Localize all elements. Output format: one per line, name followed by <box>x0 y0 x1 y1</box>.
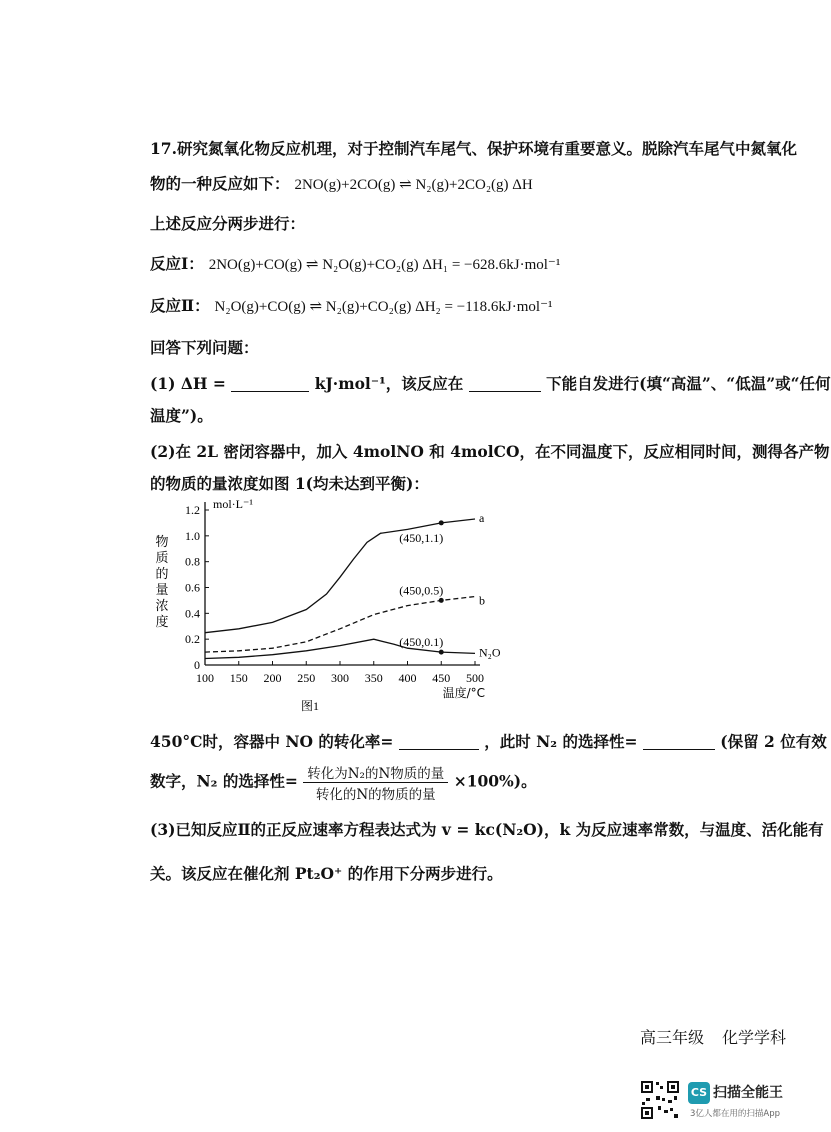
y-tick-label: 1.2 <box>185 503 200 517</box>
question-intro-line-2 <box>150 172 533 194</box>
y-axis-label-char: 的 <box>155 567 169 582</box>
question-2-line-2: 的物质的量浓度如图 1(均未达到平衡)： <box>150 474 429 493</box>
series-label: a <box>479 511 485 526</box>
answer-blank-selectivity[interactable] <box>643 733 715 750</box>
q2-part-c2: ，此时 N₂ 的选择性= <box>484 732 638 751</box>
data-point-label: (450,0.5) <box>399 583 444 598</box>
fraction-numerator: 转化为N₂的N物质的量 <box>303 762 448 783</box>
main-equation: 2NO(g)+2CO(g) ⇌ N₂(g)+2CO₂(g) ΔH <box>294 177 533 193</box>
y-tick-label: 0 <box>194 658 200 672</box>
scanner-title: 扫描全能王 <box>713 1085 783 1101</box>
x-tick-label: 500 <box>466 671 484 685</box>
x-tick-label: 450 <box>432 671 451 685</box>
q1-part-b: kJ·mol⁻¹，该反应在 <box>314 374 464 393</box>
reaction-2-label: 反应Ⅱ： <box>150 296 210 315</box>
y-axis-label-char: 质 <box>155 551 169 566</box>
series-label: b <box>479 593 485 608</box>
y-tick-label: 1.0 <box>185 528 200 543</box>
x-tick-label: 200 <box>263 671 282 685</box>
y-unit-label: mol·L⁻¹ <box>213 497 253 511</box>
x-tick-label: 150 <box>229 671 248 685</box>
steps-intro: 上述反应分两步进行： <box>150 214 306 233</box>
q2-part-d2: ×100%)。 <box>453 771 537 791</box>
reaction-2 <box>150 294 552 316</box>
question-1-line-2: 温度”)。 <box>150 406 213 425</box>
data-point-marker <box>439 598 444 603</box>
q2-part-c1: 450°C时，容器中 NO 的转化率= <box>150 732 394 751</box>
y-axis-label-char: 物 <box>155 535 169 550</box>
question-2-line-4 <box>150 762 537 803</box>
y-tick-label: 0.8 <box>185 554 200 569</box>
q1-part-c: 下能自发进行(填“高温”、“低温”或“任何 <box>546 374 831 393</box>
y-tick-label: 0.4 <box>185 606 200 621</box>
question-3-line-1: (3)已知反应Ⅱ的正反应速率方程表达式为 v = kc(N₂O)，k 为反应速率常数，与温度、活化能有 <box>150 820 824 839</box>
reaction-1-label: 反应Ⅰ： <box>150 254 204 273</box>
reaction-1 <box>150 252 560 274</box>
data-point-label: (450,1.1) <box>399 530 444 545</box>
question-2-line-3 <box>150 730 827 752</box>
q2-part-c3: (保留 2 位有效 <box>720 732 827 751</box>
series-label: N₂O <box>479 645 501 660</box>
data-point-label: (450,0.1) <box>399 635 444 650</box>
answer-blank-delta-h[interactable] <box>231 375 309 392</box>
x-tick-label: 300 <box>331 671 349 685</box>
x-tick-label: 350 <box>364 671 383 685</box>
answer-intro: 回答下列问题： <box>150 338 259 357</box>
y-tick-label: 0.6 <box>185 580 200 595</box>
fraction-denominator: 转化的N的物质的量 <box>315 787 436 803</box>
x-tick-label: 400 <box>398 671 417 685</box>
question-intro-line-1: 17.研究氮氧化物反应机理，对于控制汽车尾气、保护环境有重要意义。脱除汽车尾气中氮氧化 <box>150 139 797 158</box>
answer-blank-conversion[interactable] <box>399 733 479 750</box>
data-point-marker <box>439 520 444 525</box>
scanner-logo-icon: CS <box>688 1082 710 1104</box>
answer-blank-condition[interactable] <box>469 375 541 392</box>
question-2-line-1: (2)在 2L 密闭容器中，加入 4molNO 和 4molCO，在不同温度下，反应相同时间，测得各产物 <box>150 442 830 461</box>
question-3-line-2: 关。该反应在催化剂 Pt₂O⁺ 的作用下分两步进行。 <box>150 864 503 883</box>
y-tick-label: 0.2 <box>185 632 200 647</box>
chart-svg <box>150 497 501 715</box>
y-axis-label-char: 量 <box>155 583 169 598</box>
intro-prefix: 物的一种反应如下： <box>150 174 290 193</box>
y-axis-label-char: 度 <box>155 615 169 630</box>
question-1-line-1 <box>150 372 831 394</box>
figure-title: 图1 <box>300 699 320 713</box>
x-axis-label: 温度/°C <box>442 686 485 700</box>
q1-part-a: (1) ΔH = <box>150 374 226 393</box>
x-tick-label: 100 <box>196 671 214 685</box>
scanner-subtitle: 3亿人都在用的扫描App <box>690 1109 781 1119</box>
footer-subject: 化学学科 <box>722 1028 787 1047</box>
data-point-marker <box>439 650 444 655</box>
qr-code-icon <box>640 1080 680 1120</box>
figure-1-chart <box>150 497 501 715</box>
selectivity-fraction <box>303 762 448 803</box>
footer-grade: 高三年级 <box>640 1028 705 1047</box>
y-axis-label-char: 浓 <box>155 599 169 614</box>
x-tick-label: 250 <box>297 671 316 685</box>
reaction-2-equation: N₂O(g)+CO(g) ⇌ N₂(g)+CO₂(g) ΔH₂ = −118.6kJ·mol⁻¹ <box>214 299 553 315</box>
reaction-1-equation: 2NO(g)+CO(g) ⇌ N₂O(g)+CO₂(g) ΔH₁ = −628.6kJ·mol⁻¹ <box>208 257 561 273</box>
q2-part-d1: 数字，N₂ 的选择性= <box>150 771 298 791</box>
